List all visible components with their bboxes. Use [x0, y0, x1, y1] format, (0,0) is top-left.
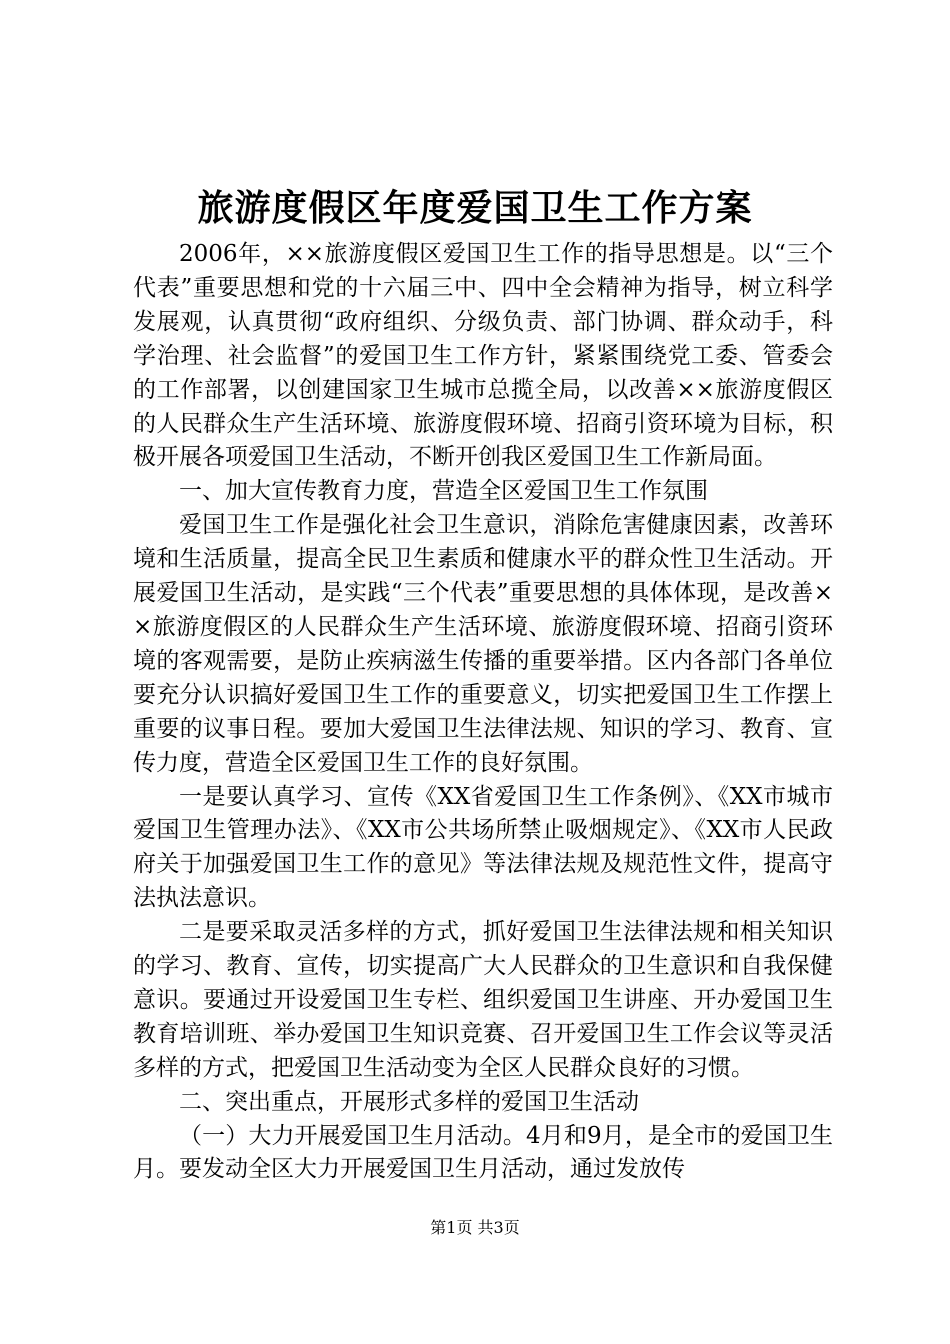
- document-body: [133, 238, 833, 1187]
- section-heading-2: 二、突出重点，开展形式多样的爱国卫生活动: [179, 1088, 639, 1115]
- page-number-footer: 第1页 共3页: [430, 1218, 520, 1237]
- section-heading-1: 一、加大宣传教育力度，营造全区爱国卫生工作氛围: [179, 478, 708, 505]
- paragraph-guiding-ideology: 2006年，××旅游度假区爱国卫生工作的指导思想是。以“三个代表”重要思想和党的十六届三中、四中全会精神为指导，树立科学发展观，认真贯彻“政府组织、分级负责、部门协调、群众动手，科学治理、社会监督”的爱国卫生工作方针，紧紧围绕党工委、管委会的工作部署，以创建国家卫生城市总揽全局，以改善××旅游度假区的人民群众生产生活环境、旅游度假环境、招商引资环境为目标，积极开展各项爱国卫生活动，不断开创我区爱国卫生工作新局面。: [133, 241, 833, 471]
- paragraph-study-regulations: 一是要认真学习、宣传《XX省爱国卫生工作条例》、《XX市城市爱国卫生管理办法》、《XX市公共场所禁止吸烟规定》、《XX市人民政府关于加强爱国卫生工作的意见》等法律法规及规范性文件，提高守法执法意识。: [133, 783, 833, 912]
- paragraph-health-month: （一）大力开展爱国卫生月活动。4月和9月，是全市的爱国卫生月。要发动全区大力开展爱国卫生月活动，通过发放传: [133, 1122, 833, 1183]
- paragraph-flexible-methods: 二是要采取灵活多样的方式，抓好爱国卫生法律法规和相关知识的学习、教育、宣传，切实提高广大人民群众的卫生意识和自我保健意识。要通过开设爱国卫生专栏、组织爱国卫生讲座、开办爱国卫生教育培训班、举办爱国卫生知识竞赛、召开爱国卫生工作会议等灵活多样的方式，把爱国卫生活动变为全区人民群众良好的习惯。: [133, 919, 833, 1081]
- document-title: 旅游度假区年度爱国卫生工作方案: [197, 187, 753, 229]
- paragraph-significance: 爱国卫生工作是强化社会卫生意识，消除危害健康因素，改善环境和生活质量，提高全民卫生素质和健康水平的群众性卫生活动。开展爱国卫生活动，是实践“三个代表”重要思想的具体体现，是改善××旅游度假区的人民群众生产生活环境、旅游度假环境、招商引资环境的客观需要，是防止疾病滋生传播的重要举措。区内各部门各单位要充分认识搞好爱国卫生工作的重要意义，切实把爱国卫生工作摆上重要的议事日程。要加大爱国卫生法律法规、知识的学习、教育、宣传力度，营造全区爱国卫生工作的良好氛围。: [133, 512, 833, 776]
